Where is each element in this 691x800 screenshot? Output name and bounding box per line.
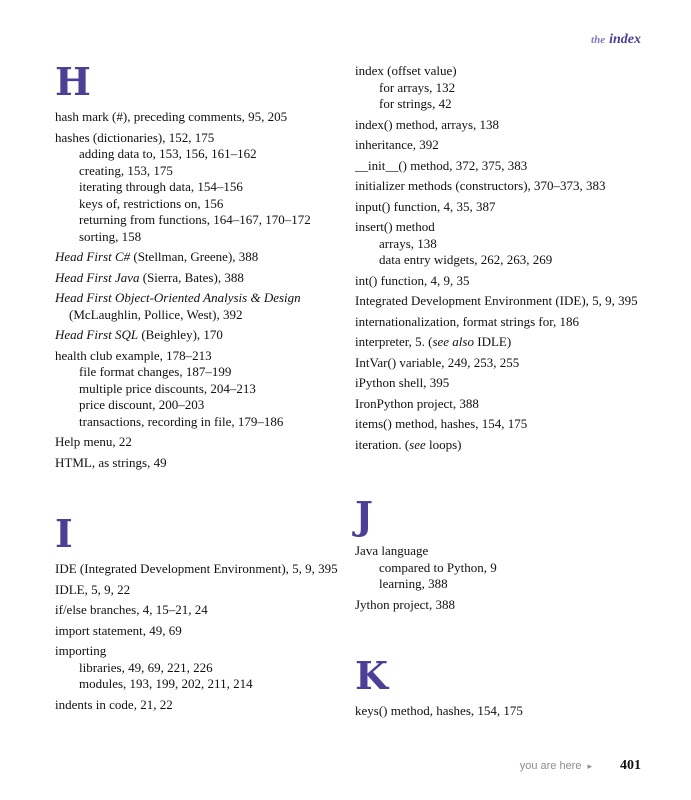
index-subentry bbox=[55, 365, 355, 380]
entry-text: hash mark (#), preceding comments, 95, 205 bbox=[55, 109, 288, 124]
entry-text: index (offset value) bbox=[355, 63, 457, 78]
entry-text: learning, 388 bbox=[379, 576, 448, 591]
index-entry-continuation bbox=[55, 308, 355, 323]
entry-text: for strings, 42 bbox=[379, 96, 452, 111]
entry-text: Head First C# bbox=[55, 249, 131, 264]
entry-text: K bbox=[355, 653, 389, 698]
entry-text: int() function, 4, 9, 35 bbox=[355, 272, 470, 288]
index-entry bbox=[355, 438, 645, 453]
entry-text: IDE (Integrated Development Environment), 5, 9, 395 bbox=[55, 561, 338, 576]
entry-text: see bbox=[409, 436, 426, 452]
entry-text: IronPython project, 388 bbox=[355, 395, 479, 411]
entry-text: IDLE, 5, 9, 22 bbox=[55, 581, 131, 597]
entry-text: items() method, hashes, 154, 175 bbox=[355, 416, 528, 431]
entry-text: see also bbox=[432, 334, 474, 349]
entry-text: iterating through data, 154–156 bbox=[79, 179, 243, 194]
page-number: 401 bbox=[620, 758, 641, 773]
section-letter bbox=[355, 493, 645, 538]
index-entry bbox=[355, 64, 645, 79]
index-entry bbox=[355, 544, 645, 559]
entry-text: IntVar() variable, 249, 253, 255 bbox=[355, 354, 520, 370]
entry-text: insert() method bbox=[355, 219, 435, 234]
section-letter bbox=[55, 511, 355, 556]
index-entry bbox=[355, 704, 645, 719]
entry-text: keys() method, hashes, 154, 175 bbox=[355, 703, 523, 718]
index-column-left bbox=[55, 59, 355, 719]
index-entry bbox=[355, 315, 645, 330]
entry-text: if/else branches, 4, 15–21, 24 bbox=[55, 602, 208, 617]
entry-text: Jython project, 388 bbox=[355, 596, 456, 612]
index-entry bbox=[355, 598, 645, 613]
entry-text: interpreter, 5. ( bbox=[355, 334, 433, 349]
you-are-here-label: you are here bbox=[519, 760, 582, 772]
entry-text: arrays, 138 bbox=[379, 235, 437, 251]
entry-text: (Stellman, Greene), 388 bbox=[130, 249, 259, 264]
entry-text: for arrays, 132 bbox=[379, 79, 456, 95]
entry-text: inheritance, 392 bbox=[355, 137, 439, 152]
entry-text: transactions, recording in file, 179–186 bbox=[79, 413, 284, 429]
section-letter bbox=[355, 653, 645, 698]
entry-text: loops) bbox=[425, 436, 462, 452]
entry-text: iteration. ( bbox=[355, 436, 410, 452]
entry-text: (Sierra, Bates), 388 bbox=[139, 269, 244, 285]
index-entry bbox=[55, 271, 355, 286]
entry-text: keys of, restrictions on, 156 bbox=[79, 195, 224, 211]
index-entry bbox=[355, 376, 645, 391]
entry-text: initializer methods (constructors), 370–373, 383 bbox=[355, 178, 606, 193]
index-entry bbox=[55, 456, 355, 471]
index-subentry bbox=[55, 213, 355, 228]
entry-text: libraries, 49, 69, 221, 226 bbox=[79, 659, 213, 675]
index-entry bbox=[355, 159, 645, 174]
entry-text: __init__() method, 372, 375, 383 bbox=[355, 157, 528, 173]
index-entry bbox=[55, 435, 355, 450]
header-index-label: index bbox=[609, 32, 641, 47]
entry-text: input() function, 4, 35, 387 bbox=[355, 198, 496, 214]
index-entry bbox=[55, 644, 355, 659]
entry-text: price discount, 200–203 bbox=[79, 397, 205, 412]
index-entry bbox=[355, 274, 645, 289]
entry-text: Java language bbox=[355, 543, 429, 558]
index-entry bbox=[55, 131, 355, 146]
index-entry bbox=[355, 335, 645, 350]
entry-text: index() method, arrays, 138 bbox=[355, 116, 500, 132]
entry-text: iPython shell, 395 bbox=[355, 375, 450, 390]
index-subentry bbox=[355, 81, 645, 96]
index-entry bbox=[355, 118, 645, 133]
entry-text: hashes (dictionaries), 152, 175 bbox=[55, 129, 215, 145]
index-entry bbox=[55, 291, 355, 306]
index-subentry bbox=[55, 677, 355, 692]
entry-text: modules, 193, 199, 202, 211, 214 bbox=[79, 676, 253, 691]
entry-text: indents in code, 21, 22 bbox=[55, 696, 173, 712]
header-the-label: the bbox=[591, 34, 606, 46]
index-subentry bbox=[55, 415, 355, 430]
index-entry bbox=[355, 356, 645, 371]
index-entry bbox=[55, 250, 355, 265]
page-header bbox=[591, 30, 641, 48]
entry-text: (McLaughlin, Pollice, West), 392 bbox=[69, 306, 243, 322]
index-subentry bbox=[55, 197, 355, 212]
entry-text: I bbox=[55, 511, 73, 556]
index-subentry bbox=[355, 237, 645, 252]
index-entry bbox=[55, 603, 355, 618]
entry-text: compared to Python, 9 bbox=[379, 559, 497, 575]
entry-text: HTML, as strings, 49 bbox=[55, 454, 167, 470]
index-entry bbox=[355, 417, 645, 432]
entry-text: J bbox=[355, 493, 373, 538]
entry-text: IDLE) bbox=[473, 334, 512, 349]
index-entry bbox=[355, 397, 645, 412]
index-subentry bbox=[55, 382, 355, 397]
index-entry bbox=[55, 328, 355, 343]
index-entry bbox=[355, 200, 645, 215]
section-letter bbox=[55, 59, 355, 104]
index-entry bbox=[55, 624, 355, 639]
entry-text: health club example, 178–213 bbox=[55, 347, 212, 363]
right-arrow-icon: ▸ bbox=[587, 761, 592, 771]
index-entry bbox=[55, 698, 355, 713]
index-entry bbox=[355, 138, 645, 153]
entry-text: (Beighley), 170 bbox=[138, 327, 223, 342]
index-content bbox=[55, 59, 645, 719]
index-entry bbox=[55, 349, 355, 364]
entry-text: import statement, 49, 69 bbox=[55, 622, 182, 638]
entry-text: data entry widgets, 262, 263, 269 bbox=[379, 252, 553, 267]
index-subentry bbox=[55, 230, 355, 245]
index-column-right bbox=[355, 64, 645, 719]
index-entry bbox=[55, 562, 355, 577]
entry-text: adding data to, 153, 156, 161–162 bbox=[79, 146, 257, 161]
index-subentry bbox=[55, 147, 355, 162]
entry-text: file format changes, 187–199 bbox=[79, 364, 232, 379]
entry-text: Help menu, 22 bbox=[55, 434, 132, 449]
entry-text: multiple price discounts, 204–213 bbox=[79, 380, 256, 396]
index-subentry bbox=[355, 577, 645, 592]
entry-text: Head First SQL bbox=[55, 327, 139, 342]
index-subentry bbox=[355, 97, 645, 112]
entry-text: Head First Java bbox=[55, 269, 140, 285]
index-subentry bbox=[355, 561, 645, 576]
entry-text: creating, 153, 175 bbox=[79, 162, 173, 178]
page-footer bbox=[520, 758, 641, 774]
index-subentry bbox=[355, 253, 645, 268]
index-entry bbox=[355, 294, 645, 309]
index-subentry bbox=[55, 164, 355, 179]
index-subentry bbox=[55, 398, 355, 413]
index-entry bbox=[55, 110, 355, 125]
index-entry bbox=[55, 583, 355, 598]
index-subentry bbox=[55, 661, 355, 676]
index-entry bbox=[355, 220, 645, 235]
entry-text: sorting, 158 bbox=[79, 228, 142, 244]
entry-text: Head First Object-Oriented Analysis & Design bbox=[55, 290, 301, 305]
index-entry bbox=[355, 179, 645, 194]
index-subentry bbox=[55, 180, 355, 195]
entry-text: importing bbox=[55, 643, 107, 658]
entry-text: H bbox=[55, 59, 91, 104]
entry-text: returning from functions, 164–167, 170–172 bbox=[79, 212, 311, 227]
entry-text: Integrated Development Environment (IDE), 5, 9, 395 bbox=[355, 293, 638, 308]
entry-text: internationalization, format strings for, 186 bbox=[355, 313, 580, 329]
